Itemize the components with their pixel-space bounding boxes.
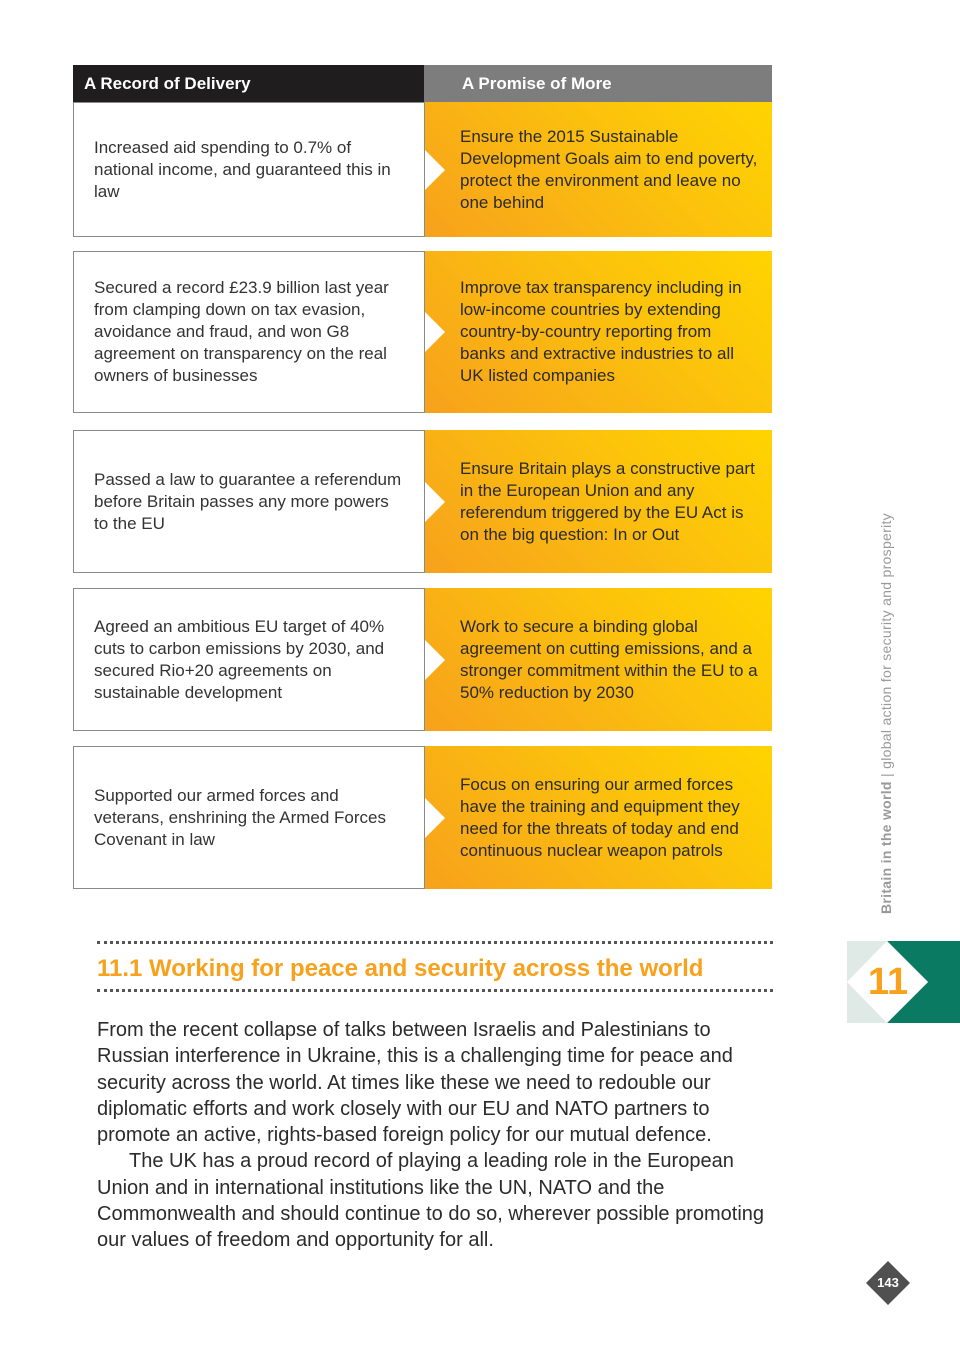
arrow-notch-icon bbox=[425, 312, 445, 352]
table-row bbox=[73, 251, 772, 413]
arrow-notch-icon bbox=[425, 482, 445, 522]
running-chapter-title bbox=[878, 513, 894, 914]
record-header: A Record of Delivery bbox=[73, 65, 424, 102]
dotted-divider-top bbox=[97, 941, 773, 944]
table-row bbox=[73, 746, 772, 889]
table-row bbox=[73, 102, 772, 237]
promise-text: Ensure Britain plays a constructive part in the European Union and any referendum triggered by the EU Act is on the big question: In or Out bbox=[460, 458, 755, 544]
record-text: Secured a record £23.9 billion last year from clamping down on tax evasion, avoidance and fraud, and won G8 agreement on transparency on the real owners of businesses bbox=[94, 278, 389, 385]
promise-text: Improve tax transparency including in low-income countries by extending country-by-country reporting from banks and extractive industries to all UK listed companies bbox=[460, 278, 742, 385]
chapter-number: 11 bbox=[867, 961, 909, 1003]
record-cell bbox=[73, 251, 425, 413]
section-title: 11.1 Working for peace and security across the world bbox=[97, 955, 704, 982]
page-number: 143 bbox=[877, 1275, 899, 1290]
chapter-name: Britain in the world bbox=[878, 781, 894, 914]
promise-cell bbox=[425, 251, 772, 413]
promise-text: Focus on ensuring our armed forces have the training and equipment they need for the threats of today and end continuous nuclear weapon patrols bbox=[460, 774, 740, 860]
record-cell bbox=[73, 102, 425, 237]
record-text: Increased aid spending to 0.7% of national income, and guaranteed this in law bbox=[94, 137, 391, 201]
arrow-notch-icon bbox=[425, 798, 445, 838]
paragraph: From the recent collapse of talks between Israelis and Palestinians to Russian interference in Ukraine, this is a challenging time for peace and security across the world. At times like these we need to redouble our diplomatic efforts and work closely with our EU and NATO partners to promote an active, rights-based foreign policy for our mutual defence. bbox=[97, 1019, 733, 1147]
promise-header: A Promise of More bbox=[424, 65, 772, 102]
arrow-notch-icon bbox=[425, 150, 445, 190]
record-cell bbox=[73, 430, 425, 573]
arrow-notch-icon bbox=[425, 640, 445, 680]
table-row bbox=[73, 430, 772, 573]
chapter-subtitle: global action for security and prosperity bbox=[878, 513, 894, 769]
comparison-table bbox=[73, 65, 772, 860]
chapter-separator: | bbox=[878, 768, 894, 782]
dotted-divider-bottom bbox=[97, 989, 773, 992]
chapter-tab bbox=[847, 941, 960, 1023]
promise-cell bbox=[425, 430, 772, 573]
record-cell bbox=[73, 588, 425, 731]
record-text: Supported our armed forces and veterans, enshrining the Armed Forces Covenant in law bbox=[94, 785, 386, 849]
record-text: Passed a law to guarantee a referendum before Britain passes any more powers to the EU bbox=[94, 469, 402, 533]
promise-cell bbox=[425, 746, 772, 889]
table-row bbox=[73, 588, 772, 731]
promise-text: Work to secure a binding global agreement on cutting emissions, and a stronger commitment within the EU to a 50% reduction by 2030 bbox=[460, 616, 758, 702]
record-cell bbox=[73, 746, 425, 889]
paragraph: The UK has a proud record of playing a leading role in the European Union and in international institutions like the UN, NATO and the Commonwealth and should continue to do so, wherever possible promoting our values of freedom and opportunity for all. bbox=[97, 1150, 765, 1252]
promise-text: Ensure the 2015 Sustainable Development Goals aim to end poverty, protect the environment and leave no one behind bbox=[460, 126, 758, 212]
record-text: Agreed an ambitious EU target of 40% cuts to carbon emissions by 2030, and secured Rio+20 agreements on sustainable development bbox=[94, 616, 385, 702]
table-header bbox=[73, 65, 772, 102]
promise-cell bbox=[425, 588, 772, 731]
promise-cell bbox=[425, 102, 772, 237]
section-body bbox=[97, 1017, 777, 1254]
